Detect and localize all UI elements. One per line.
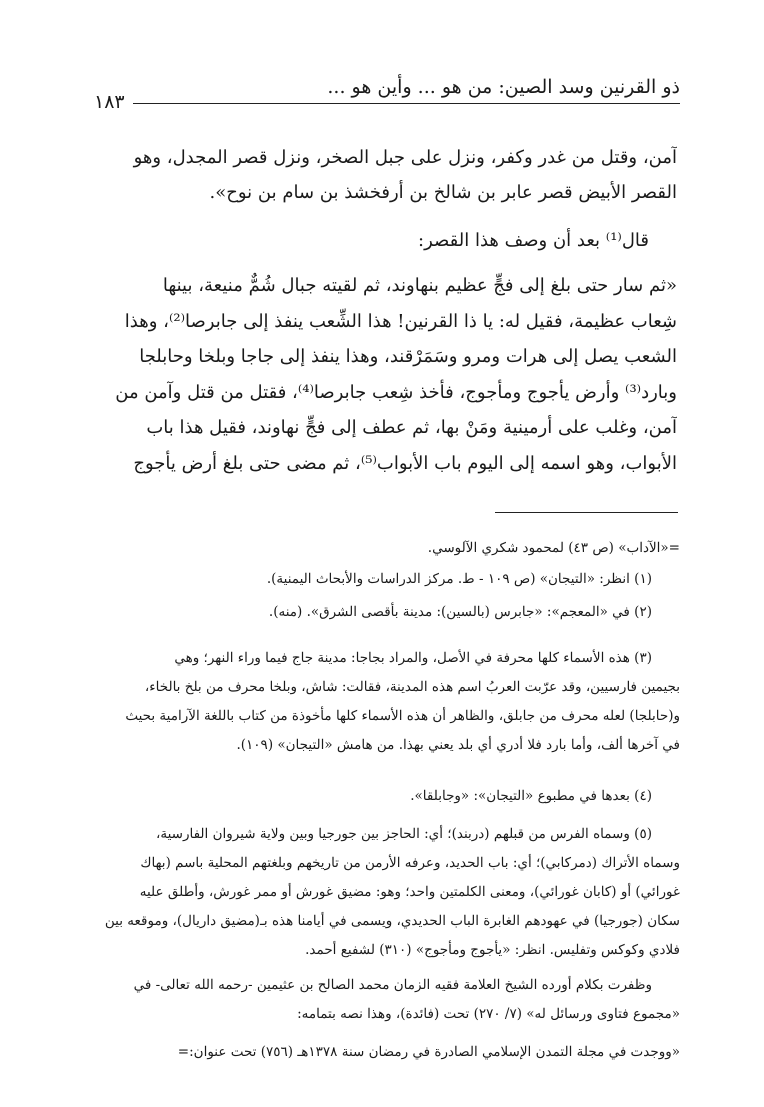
footnote-line: بجيمين فارسيين، وقد عرّبت العربُ اسم هذه المدينة، فقالت: شاش، وبلخا محرف من بلخ بالخاء، bbox=[144, 679, 680, 695]
text-line: آمن، وغلب على أرمينية ومَنْ بها، ثم عطف إلى فجٍّ نهاوند، فقيل هذا باب bbox=[146, 417, 677, 438]
footnote-line: وظفرت بكلام أورده الشيخ العلامة فقيه الزمان محمد الصالح بن عثيمين -رحمه الله تعالى- في bbox=[133, 977, 652, 993]
text-line: «ثم سار حتى بلغ إلى فجٍّ عظيم بنهاوند، ثم لقيته جبال شُمٌّ منيعة، بينها bbox=[162, 275, 677, 296]
footnote-line: سكان (جورجيا) في عهودهم الغابرة الباب الحديدي، ويسمى في أيامنا هذه بـ(مضيق داريال)، وموقعه بين bbox=[104, 913, 680, 929]
footnote-line: =«الآداب» (ص ٤٣) لمحمود شكري الآلوسي. bbox=[427, 540, 680, 556]
footnote-line: (٢) في «المعجم»: «جابرس (بالسين): مدينة بأقصى الشرق». (منه). bbox=[268, 604, 652, 620]
footnote-4 bbox=[86, 784, 680, 808]
text-line: آمن، وقتل من غدر وكفر، ونزل على جبل الصخر، ونزل قصر المجدل، وهو bbox=[133, 147, 677, 168]
footnote-line: (٥) وسماه الفرس من قبلهم (دربند)؛ أي: الحاجز بين جورجيا وبين ولاية شيروان الفارسية، bbox=[155, 826, 652, 842]
footnote-quote bbox=[86, 1040, 680, 1064]
footnote-line: (١) انظر: «التيجان» (ص ١٠٩ - ط. مركز الدراسات والأبحاث اليمنية). bbox=[266, 571, 652, 587]
footnote-line: وسماه الأتراك (دمركابي)؛ أي: باب الحديد، وعرفه الأرمن من تاريخهم وبلغتهم المحلية باسم (بهاك bbox=[140, 855, 680, 871]
footnote-continuation bbox=[86, 536, 680, 560]
text-line: قال⁽¹⁾ بعد أن وصف هذا القصر: bbox=[418, 230, 649, 251]
footnote-line: «ووجدت في مجلة التمدن الإسلامي الصادرة في رمضان سنة ١٣٧٨هـ (٧٥٦) تحت عنوان:= bbox=[177, 1044, 680, 1060]
text-line: وبارد⁽³⁾ وأرض يأجوج ومأجوج، فأخذ شِعب جابرصا⁽⁴⁾، فقتل من قتل وآمن من bbox=[115, 381, 677, 403]
text-line: الأبواب، وهو اسمه إلى اليوم باب الأبواب⁽⁵⁾، ثم مضى حتى بلغ أرض يأجوج bbox=[133, 452, 677, 474]
footnote-1 bbox=[86, 567, 680, 591]
footnote-line: (٣) هذه الأسماء كلها محرفة في الأصل، والمراد بجاجا: مدينة جاج فيما وراء النهر؛ وهي bbox=[174, 650, 652, 666]
text-line: الشعب يصل إلى هرات ومرو وسَمَرْقند، وهذا ينفذ إلى جاجا وبلخا وحابلجا bbox=[139, 346, 677, 367]
header-title: ذو القرنين وسد الصين: من هو ... وأين هو ... bbox=[327, 76, 680, 98]
header-rule bbox=[86, 103, 680, 104]
footnote-separator bbox=[495, 512, 678, 513]
body-paragraph-1 bbox=[87, 140, 677, 210]
footnote-2 bbox=[86, 600, 680, 624]
body-paragraph-2 bbox=[87, 224, 677, 258]
footnote-3 bbox=[86, 644, 680, 760]
page-number: ١٨٣ bbox=[86, 90, 133, 114]
body-paragraph-3 bbox=[87, 268, 677, 481]
footnote-line: (٤) بعدها في مطبوع «التيجان»: «وجابلقا». bbox=[410, 788, 652, 804]
footnote-addendum bbox=[86, 971, 680, 1029]
footnote-line: فلادي وكوكس وتفليس. انظر: «يأجوج ومأجوج» (٣١٠) لشفيع أحمد. bbox=[305, 942, 680, 958]
footnote-line: غورائي) أو (كابان غورائي)، ومعنى الكلمتين واحد؛ وهو: مضيق غورش أو ممر غورش، وأطلق عليه bbox=[139, 884, 680, 900]
footnote-line: «مجموع فتاوى ورسائل له» (٧/ ٢٧٠) تحت (فائدة)، وهذا نصه بتمامه: bbox=[297, 1006, 680, 1022]
text-line: شِعاب عظيمة، فقيل له: يا ذا القرنين! هذا الشِّعب ينفذ إلى جابرصا⁽²⁾، وهذا bbox=[124, 310, 677, 332]
footnote-line: و(حابلجا) لعله محرف من جابلق، والظاهر أن هذه الأسماء كلها مأخوذة من كتاب باللغة الآرامية بحيث bbox=[125, 708, 680, 724]
footnote-line: في آخرها ألف، وأما بارد فلا أدري أي بلد يعني بهذا. من هامش «التيجان» (١٠٩). bbox=[236, 737, 680, 753]
footnote-5 bbox=[86, 820, 680, 965]
text-line: القصر الأبيض قصر عابر بن شالخ بن أرفخشذ بن سام بن نوح». bbox=[209, 182, 677, 203]
running-header bbox=[86, 76, 680, 113]
